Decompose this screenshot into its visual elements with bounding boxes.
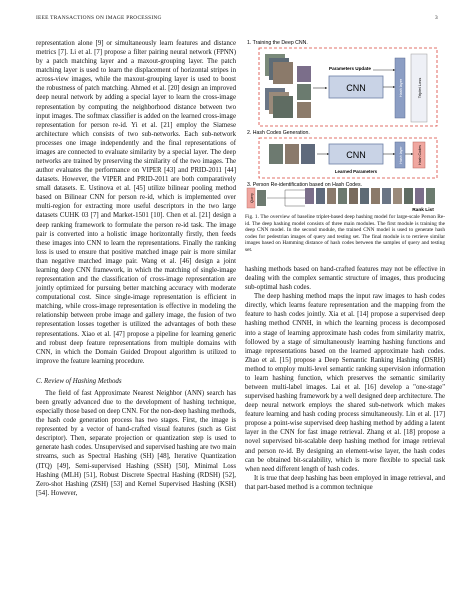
stage2-label: 2. Hash Codes Generation. (247, 130, 310, 136)
parameters-update-label: Parameters Update (329, 66, 371, 71)
related-work-paragraph: representation alone [9] or simultaneously learn features and distance metrics [7]. Li et al. [7] propose a filter pairing neural network (FPNN) by a patch matching layer and a maxout-grouping layer. The patch matching layer is used to learn the displacement of horizontal stripes in across-view images, while the maxout-grouping layer is used to boost the robustness of patch matching. Ahmed et al. [20] design an improved deep neural network by adding a special layer to learn the cross-image representation by computing the neighborhood distance between two input images. The softmax classifier is added on the learned cross-image representation for person re-id. Yi et al. [21] employ the Siamese architecture which consists of two sub-networks. Each sub-network processes one image independently and the final representations of images are connected to evaluate similarity by a special layer. The deep networks are trained by preserving the similarity of the two images. The author evaluates the performance on VIPER [43] and PRID-2011 [44] datasets. However, the VIPER and PRID-2011 are both comparatively small datasets. E. Ustinova et al. [45] utilize bilinear pooling method based on Bilinear CNN for person re-id, which is implemented over multi-region for extracting more useful descriptors in the two large datasets CUHK 03 [7] and Market-1501 [10]. Chen et al. [21] design a deep ranking framework to formulate the person re-id task. The image pair is converted into a holistic image horizontally firstly, then feeds these images into CNN to learn the representations. Finally the ranking loss is used to ensure that positive matched image pair is more similar than negative matched image pair. Wang et al. [46] design a joint learning deep CNN framework, in which the matching of single-image representation and the classification of cross-image representation are jointly optimized for pursuing better matching accuracy with moderate computational cost. Since single-image representation is efficient in matching, while cross-image representation is effective in modeling the relationship between probe image and gallery image, the fusion of two representation losses together is utilized the advantages of both these representations. Xiao et al. [47] propose a pipeline for learning generic and robust deep feature representations from multiple domains with CNN, in which the Domain Guided Dropout algorithm is utilized to improve the feature learning procedure. (36, 40, 236, 365)
hash-layer-label-stage2: Hash layer (399, 146, 403, 164)
stage3-label: 3. Person Re-identification based on Hash Codes. (247, 182, 363, 188)
retrieval-arrows (267, 190, 305, 206)
page-number: 3 (435, 15, 438, 21)
cnn-label-stage2: CNN (346, 150, 366, 160)
section-heading: C. Review of Hashing Methods (36, 377, 122, 385)
query-label: Query (250, 193, 254, 203)
hashing-review-paragraph: The field of fast Approximate Nearest Neighbor (ANN) search has been greatly advanced due to the development of hashing technique, especially those based on deep CNN. For the non-deep hashing methods, the hash code generation process has two stages. First, the image is represented by a vector of hand-crafted visual features (such as Gist descriptor). Then, separate projection or quantization step is used to generate hash codes. Unsupervised and supervised hashing are two main streams, such as Spectral Hashing (SH) [48], Iterative Quantization (ITQ) [49], Semi-supervised Hashing (SSH) [50], Minimal Loss Hashing (MLH) [51], Robust Discrete Spectral Hashing (RDSH) [52], Zero-shot Hashing (ZSH) [53] and Kernel Supervised Hashing (KSH) [54]. However, (36, 389, 236, 497)
right-paragraph-2: The deep hashing method maps the input raw images to hash codes directly, which learns feature representation and the mapping from the feature to hash codes jointly. Xia et al. [14] propose a supervised deep hashing method CNNH, in which the learning process is decomposed into a stage of learning approximate hash codes from similarity matrix, followed by a stage of simultaneously learning hashing functions and image representations based on the learned approximate hash codes. Zhao et al. [15] propose a Deep Semantic Ranking Hashing (DSRH) method to employ multi-level semantic ranking supervision information to learn hashing function, which preserves the semantic similarity between multi-label images. Lai et al. [16] develop a "one-stage" supervised hashing framework by a well designed deep architecture. The deep neural network employs the shared sub-network which makes feature learning and hash coding process simultaneously. Lin et al. [17] propose a point-wise supervised deep hashing method by adding a latent layer in the CNN for fast image retrieval. Zhang et al. [18] propose a novel supervised bit-scalable deep hashing method for image retrieval and person re-id. By designing an element-wise layer, the hash codes can be obtained bit-scalability, which is more flexible to special task when need different length of hash codes. (245, 293, 445, 473)
hash-codes-label: Hash Codes (418, 145, 422, 165)
triplet-loss-label: Triplet Loss (417, 77, 422, 99)
rank-list-label: Rank List (412, 208, 434, 212)
stage1-label: 1. Training the Deep CNN. (247, 40, 308, 46)
learned-parameters-label: Learned Parameters (334, 169, 378, 174)
generation-image-stack (269, 144, 315, 164)
right-column (245, 265, 445, 492)
right-paragraph-3: It is true that deep hashing has been employed in image retrieval, and that part-based method is a common technique (245, 474, 445, 491)
journal-title: IEEE TRANSACTIONS ON IMAGE PROCESSING (36, 15, 162, 21)
training-image-stacks (265, 54, 311, 118)
figure-diagram (245, 36, 445, 212)
query-image (257, 190, 266, 206)
right-paragraph-1: hashing methods based on hand-crafted features may not be effective in dealing with the complex semantic structure of images, thus producing sub-optimal hash codes. (245, 266, 445, 292)
figure-1 (245, 36, 445, 212)
rank-list-images (305, 188, 435, 204)
figure-caption: Fig. 1. The overview of baseline triplet-based deep hashing model for large-scale Person Re-id. The deep hashing model consists of three main modules. The first module is training the deep CNN model. In the second module, the trained CNN model is used to generate hash codes for pedestrian images of query and testing set. The final module is to retrieve similar images based on Hamming distance of hash codes between the samples of query and testing set. (245, 214, 445, 253)
hash-layer-label-stage1: Hash layer (399, 78, 403, 98)
cnn-label-stage1: CNN (346, 83, 366, 93)
left-column (36, 39, 236, 498)
running-header (36, 15, 438, 23)
